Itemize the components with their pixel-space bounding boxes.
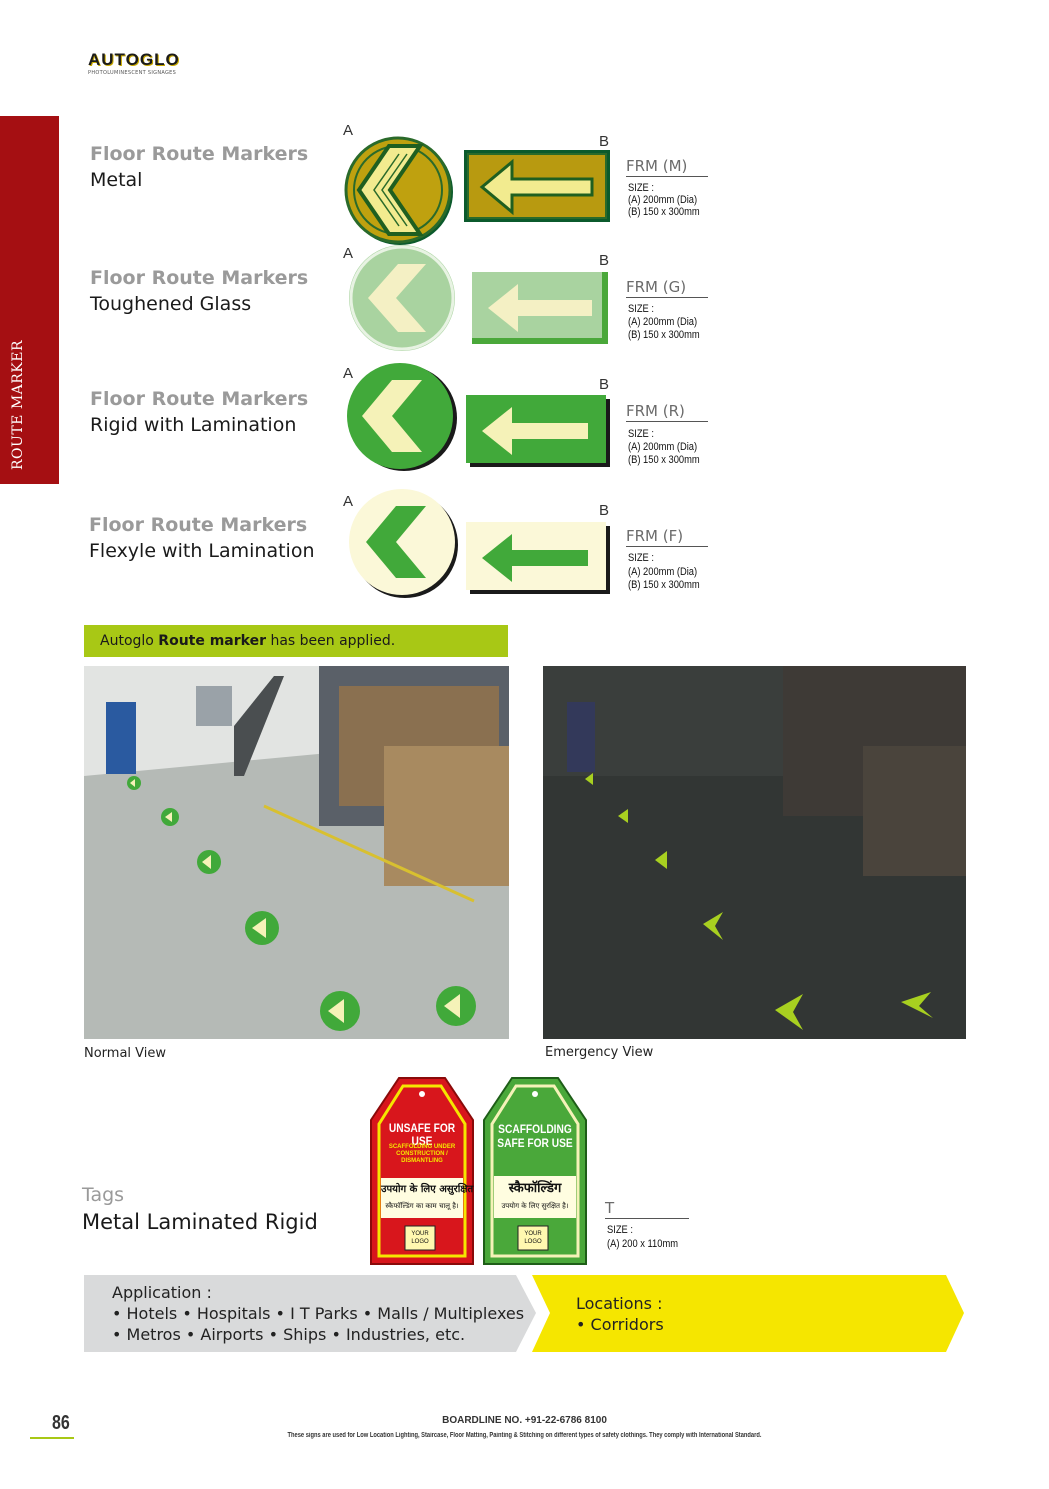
rect-marker-metal-icon xyxy=(464,150,612,224)
normal-view-photo xyxy=(84,666,509,1039)
green-tag-logo: YOUR LOGO xyxy=(524,1231,542,1245)
section-side-tab xyxy=(0,116,59,484)
product-code: FRM (M) xyxy=(626,157,708,177)
normal-view-caption: Normal View xyxy=(84,1046,167,1061)
green-tag-hindi-1: स्कैफॉल्डिंग xyxy=(508,1181,562,1196)
product-code: FRM (F) xyxy=(626,527,708,547)
size-label: SIZE : xyxy=(628,428,654,440)
label-a: A xyxy=(343,245,354,262)
section-side-label: ROUTE MARKER xyxy=(10,339,26,470)
label-b: B xyxy=(599,502,610,519)
tag-size-label: SIZE : xyxy=(607,1224,633,1236)
application-heading: Application : xyxy=(112,1283,212,1302)
application-line-2: • Metros • Airports • Ships • Industries, etc. xyxy=(112,1325,466,1344)
banner-bold: Route marker xyxy=(158,633,266,649)
rect-marker-flexyle-icon xyxy=(466,522,612,596)
rect-marker-glass-icon xyxy=(472,272,610,346)
round-marker-metal-icon xyxy=(342,134,458,250)
product-subtitle: Toughened Glass xyxy=(90,293,252,315)
tag-size-a: (A) 200 x 110mm xyxy=(607,1238,679,1250)
red-tag xyxy=(369,1076,475,1266)
size-b: (B) 150 x 300mm xyxy=(628,206,700,218)
banner-prefix: Autoglo xyxy=(100,633,159,649)
round-marker-rigid-icon xyxy=(344,360,460,474)
rect-marker-rigid-icon xyxy=(466,395,612,469)
size-a: (A) 200mm (Dia) xyxy=(628,566,698,578)
tags-subtitle: Metal Laminated Rigid xyxy=(82,1210,318,1234)
product-subtitle: Rigid with Lamination xyxy=(90,414,297,436)
size-a: (A) 200mm (Dia) xyxy=(628,441,698,453)
label-b: B xyxy=(599,252,610,269)
application-block xyxy=(112,1282,524,1345)
size-label: SIZE : xyxy=(628,182,654,194)
size-a: (A) 200mm (Dia) xyxy=(628,316,698,328)
size-b: (B) 150 x 300mm xyxy=(628,579,700,591)
brand-tagline: PHOTOLUMINESCENT SIGNAGES xyxy=(88,70,177,76)
banner-suffix: has been applied. xyxy=(266,633,396,649)
green-tag xyxy=(482,1076,588,1266)
green-tag-hindi-2: उपयोग के लिए सुरक्षित है। xyxy=(501,1202,569,1210)
size-a: (A) 200mm (Dia) xyxy=(628,194,698,206)
tags-title: Tags xyxy=(82,1184,125,1206)
product-title: Floor Route Markers xyxy=(90,143,309,165)
page-number: 86 xyxy=(52,1412,70,1434)
footer-note: These signs are used for Low Location Lighting, Staircase, Floor Matting, Painting & Stitching on different types of safety clothings. They comply with International Standard. xyxy=(287,1432,762,1439)
tag-code: T xyxy=(605,1199,689,1219)
size-label: SIZE : xyxy=(628,552,654,564)
locations-line-1: • Corridors xyxy=(576,1315,664,1334)
label-b: B xyxy=(599,376,610,393)
product-subtitle: Flexyle with Lamination xyxy=(89,540,315,562)
product-subtitle: Metal xyxy=(90,169,143,191)
round-marker-glass-icon xyxy=(346,242,458,354)
size-b: (B) 150 x 300mm xyxy=(628,454,700,466)
red-tag-sub: SCAFFOLDING UNDER CONSTRUCTION / DISMANTLING xyxy=(388,1144,456,1164)
green-tag-heading: SCAFFOLDING SAFE FOR USE xyxy=(497,1122,573,1150)
applied-banner xyxy=(84,625,508,657)
application-line-1: • Hotels • Hospitals • I T Parks • Malls / Multiplexes xyxy=(112,1304,525,1323)
label-a: A xyxy=(343,365,354,382)
red-tag-heading: UNSAFE FOR USE xyxy=(388,1121,456,1148)
red-tag-hindi-2: स्कैफॉल्डिंग का काम चालू है। xyxy=(385,1202,459,1210)
page-number-underline xyxy=(30,1437,74,1439)
red-tag-logo: YOUR LOGO xyxy=(411,1231,429,1245)
locations-block xyxy=(576,1293,664,1335)
product-code: FRM (G) xyxy=(626,278,708,298)
red-tag-hindi-1: उपयोग के लिए असुरक्षित xyxy=(381,1184,474,1195)
label-b: B xyxy=(599,133,610,150)
label-a: A xyxy=(343,122,354,139)
product-title: Floor Route Markers xyxy=(90,388,309,410)
boardline-number: BOARDLINE NO. +91-22-6786 8100 xyxy=(442,1415,607,1426)
emergency-view-caption: Emergency View xyxy=(545,1045,654,1060)
label-a: A xyxy=(343,493,354,510)
product-code: FRM (R) xyxy=(626,402,708,422)
brand-logo: AUTOGLO xyxy=(88,50,180,69)
size-label: SIZE : xyxy=(628,303,654,315)
locations-heading: Locations : xyxy=(576,1294,663,1313)
size-b: (B) 150 x 300mm xyxy=(628,329,700,341)
product-title: Floor Route Markers xyxy=(90,267,309,289)
product-title: Floor Route Markers xyxy=(89,514,308,536)
round-marker-flexyle-icon xyxy=(346,486,460,600)
emergency-view-photo xyxy=(543,666,966,1039)
